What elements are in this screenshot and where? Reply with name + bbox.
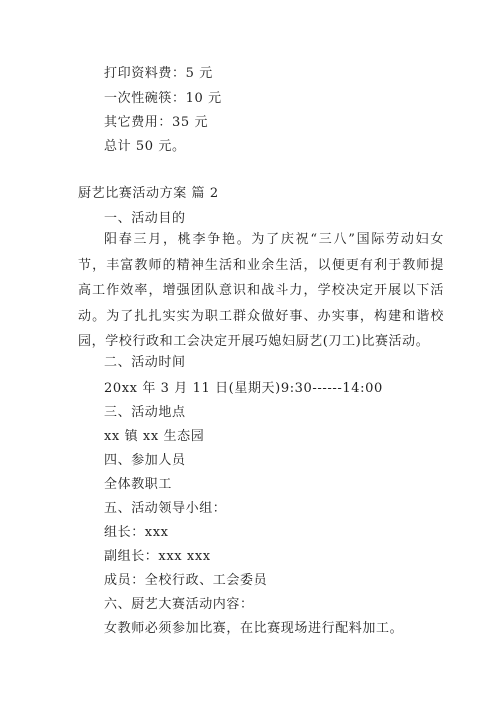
cost-other: 其它费用：35 元	[104, 115, 209, 130]
time-heading: 二、活动时间	[104, 355, 186, 370]
content-heading: 六、厨艺大赛活动内容：	[104, 597, 254, 612]
cost-total: 总计 50 元。	[104, 139, 186, 154]
leadership-leader: 组长：xxx	[104, 525, 169, 540]
cost-tableware: 一次性碗筷：10 元	[104, 91, 222, 106]
leadership-heading: 五、活动领导小组：	[104, 501, 227, 516]
cost-printing: 打印资料费：5 元	[104, 66, 213, 81]
participants-value: 全体教职工	[104, 477, 173, 492]
location-value: xx 镇 xx 生态园	[104, 429, 205, 444]
participants-heading: 四、参加人员	[104, 453, 186, 468]
leadership-deputy: 副组长：xxx xxx	[104, 549, 211, 564]
purpose-body: 阳春三月，桃李争艳。为了庆祝“三八”国际劳动妇女节，丰富教师的精神生活和业余生活，以便更有利于教师提高工作效率，增强团队意识和战斗力，学校决定开展以下活动。为了扎扎实实为职工群众做好事、办实事，构建和谐校园，学校行政和工会决定开展巧媳妇厨艺(刀工)比赛活动。	[78, 232, 444, 349]
purpose-heading: 一、活动目的	[104, 211, 186, 226]
time-value: 20xx 年 3 月 11 日(星期天)9:30------14:00	[104, 381, 383, 396]
content-first-line: 女教师必须参加比赛，在比赛现场进行配料加工。	[104, 621, 404, 636]
location-heading: 三、活动地点	[104, 405, 186, 420]
leadership-members: 成员：全校行政、工会委员	[104, 573, 268, 588]
section-title: 厨艺比赛活动方案 篇 2	[78, 186, 219, 201]
